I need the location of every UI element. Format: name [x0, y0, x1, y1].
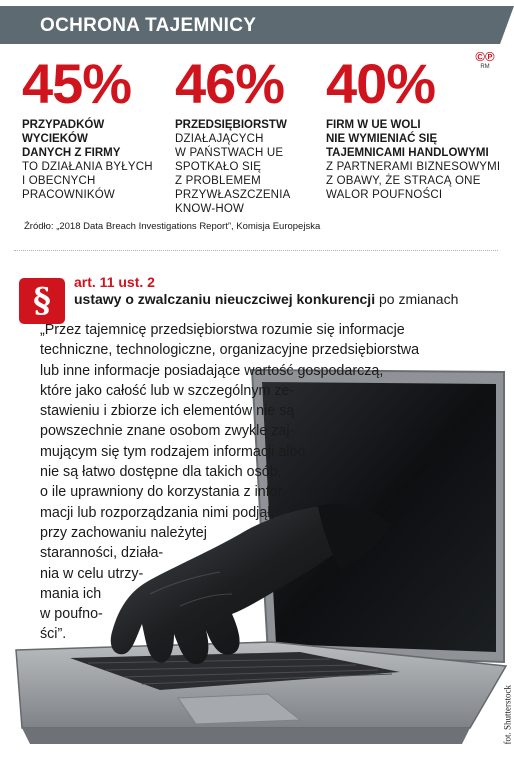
header-bar	[0, 6, 500, 44]
quote-line: powszechnie znane osobom zwykle zaj-	[40, 423, 295, 440]
quote-line: mującym się tym rodzajem informacji albo	[40, 443, 306, 460]
stat-value: 40%	[326, 52, 436, 115]
law-title: ustawy o zwalczaniu nieuczciwej konkurencji	[74, 291, 376, 307]
law-article: art. 11 ust. 2	[74, 274, 155, 290]
photo-credit: fot. Shutterstock	[502, 685, 512, 745]
divider	[14, 250, 498, 251]
stat-label-bold: PRZEDSIĘBIORSTW	[175, 119, 287, 131]
quote-line: stawieniu i zbiorze ich elementów nie są	[40, 403, 295, 420]
law-quote	[40, 320, 470, 645]
stat-label: Z PARTNERAMI BIZNESOWYMI Z OBAWY, ŻE STRACĄ ONE WALOR POUFNOŚCI	[326, 161, 501, 201]
quote-line: w poufno-	[40, 606, 103, 623]
paragraph-icon: §	[19, 278, 65, 324]
quote-line: mania ich	[40, 585, 102, 602]
quote-line: lub inne informacje posiadające wartość gospodarczą,	[40, 362, 384, 379]
quote-line: o ile uprawniony do korzystania z infor-	[40, 484, 288, 501]
stat-value: 46%	[175, 52, 285, 115]
quote-line: które jako całość lub w szczególnym ze-	[40, 382, 295, 399]
page-title: OCHRONA TAJEMNICY	[40, 15, 257, 36]
stat-label: DZIAŁAJĄCYCH W PAŃSTWACH UE SPOTKAŁO SIĘ Z PROBLEMEM PRZYWŁASZCZENIA KNOW-HOW	[175, 133, 291, 215]
stat-block-2	[175, 52, 325, 216]
stat-block-1	[22, 52, 172, 202]
quote-line: przy zachowaniu należytej	[40, 524, 207, 541]
stat-block-3	[326, 52, 506, 202]
law-suffix: po zmianach	[375, 291, 459, 307]
quote-line: techniczne, technologiczne, organizacyjne przedsiębiorstwa	[40, 342, 420, 359]
stat-label-bold: PRZYPADKÓW WYCIEKÓW DANYCH Z FIRMY	[22, 119, 121, 159]
quote-line: nia w celu utrzy-	[40, 565, 144, 582]
quote-line: nie są łatwo dostępne dla takich osób,	[40, 464, 282, 481]
law-title-line	[74, 291, 458, 307]
stat-label: TO DZIAŁANIA BYŁYCH I OBECNYCH PRACOWNIKÓW	[22, 161, 153, 201]
source-note: Źródło: „2018 Data Breach Investigations Report”, Komisja Europejska	[24, 221, 321, 232]
quote-line: macji lub rozporządzania nimi podjął,	[40, 504, 275, 521]
copyright-icon: ©℗	[475, 49, 495, 64]
quote-line: „Przez tajemnicę przedsiębiorstwa rozumie się informacje	[40, 322, 405, 338]
quote-line: staranności, działa-	[40, 545, 164, 562]
laptop-front-edge	[22, 728, 470, 744]
stat-label-bold: FIRM W UE WOLI NIE WYMIENIAĆ SIĘ TAJEMNICAMI HANDLOWYMI	[326, 119, 489, 159]
quote-line: ści”.	[40, 626, 67, 643]
stat-value: 45%	[22, 52, 132, 115]
rights-code: RM	[480, 64, 490, 70]
